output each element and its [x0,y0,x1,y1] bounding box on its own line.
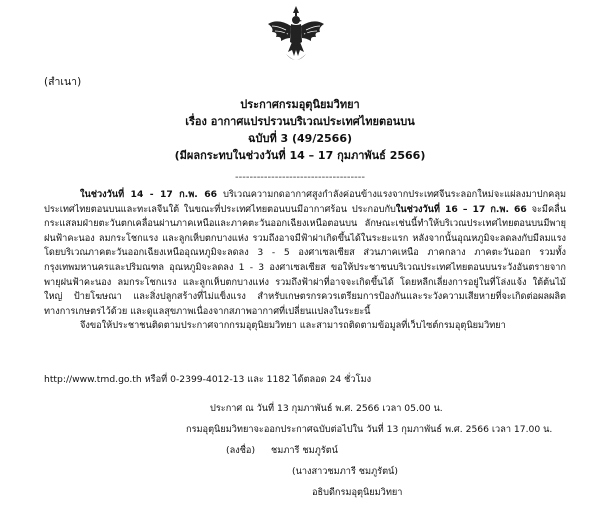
next-issue-notice: กรมอุตุนิยมวิทยาจะออกประกาศฉบับต่อไปใน วันที่ 13 กุมภาพันธ์ พ.ศ. 2566 เวลา 17.00 น. [186,424,553,435]
announced-datetime: ประกาศ ณ วันที่ 13 กุมภาพันธ์ พ.ศ. 2566 เวลา 05.00 น. [210,403,443,414]
body-paragraph-1 [44,188,566,319]
garuda-emblem [266,4,326,66]
divider: ------------------------------------ [235,172,365,183]
body-text-b: จะมีคลื่นกระแสลมฝ่ายตะวันตกเคลื่อนผ่านภาคเหนือและภาคตะวันออกเฉียงเหนือตอนบน ลักษณะเช่นนี้ทำให้บริเวณประเทศไทยตอนบนมีพายุฝนฟ้าคะนอง ลมกระโชกแรง และลูกเห็บตกบางแห่ง รวมถึงอาจมีฟ้าผ่าเกิดขึ้นได้ในระยะแรก หลังจากนั้นอุณหภูมิจะลดลงกับมีลมแรง โดยบริเวณภาคตะวันออกเฉียงเหนืออุณหภูมิจะลดลง 3 - 5 องศาเซลเซียส ส่วนภาคเหนือ ภาคกลาง ภาคตะวันออก รวมทั้งกรุงเทพมหานครและปริมณฑล อุณหภูมิจะลดลง 1 - 3 องศาเซลเซียส ขอให้ประชาชนบริเวณประเทศไทยตอนบนระวังอันตรายจากพายุฝนฟ้าคะนอง ลมกระโชกแรง และลูกเห็บตกบางแห่ง รวมถึงฟ้าผ่าที่อาจจะเกิดขึ้นได้ โดยหลีกเลี่ยงการอยู่ในที่โล่งแจ้ง ใต้ต้นไม้ใหญ่ ป้ายโฆษณา และสิ่งปลูกสร้างที่ไม่แข็งแรง สำหรับเกษตรกรควรเตรียมการป้องกันและระวังความเสียหายที่จะเกิดต่อผลผลิตทางการเกษตรไว้ด้วย และดูแลสุขภาพเนื่องจากสภาพอากาศที่เปลี่ยนแปลงในระยะนี้ [44,203,566,317]
contact-info: http://www.tmd.go.th หรือที่ 0-2399-4012-13 และ 1182 ได้ตลอด 24 ชั่วโมง [44,374,372,385]
announcement-issue: ฉบับที่ 3 (49/2566) [247,132,353,145]
signed-name: ชมภารี ชมภูรัตน์ [271,445,338,456]
announcement-effect-period: (มีผลกระทบในช่วงวันที่ 14 – 17 กุมภาพันธ์ 2566) [174,149,426,162]
period-highlight-2: ในช่วงวันที่ 16 – 17 ก.พ. 66 [395,203,527,215]
signed-line [226,444,338,458]
signed-label: (ลงชื่อ) [226,445,256,456]
body-paragraph-2: จึงขอให้ประชาชนติดตามประกาศจากกรมอุตุนิยมวิทยา และสามารถติดตามข้อมูลที่เว็บไซต์กรมอุตุนิยมวิทยา [80,320,506,332]
signer-full-name: (นางสาวชมภารี ชมภูรัตน์) [292,466,398,477]
copy-label: (สำเนา) [44,76,82,88]
announcement-org: ประกาศกรมอุตุนิยมวิทยา [240,98,360,111]
announcement-subject: เรื่อง อากาศแปรปรวนบริเวณประเทศไทยตอนบน [185,115,415,128]
signer-position: อธิบดีกรมอุตุนิยมวิทยา [312,487,403,498]
announcement-body [44,188,566,334]
body-text-a: บริเวณความกดอากาศสูงกำลังค่อนข้างแรงจากประเทศจีนระลอกใหม่จะแผ่ลงมาปกคลุมประเทศไทยตอนบนและทะเลจีนใต้ ในขณะที่ประเทศไทยตอนบนมีอากาศร้อน ประกอบกับ [44,189,567,215]
period-highlight-1: ในช่วงวันที่ 14 - 17 ก.พ. 66 [80,189,217,200]
